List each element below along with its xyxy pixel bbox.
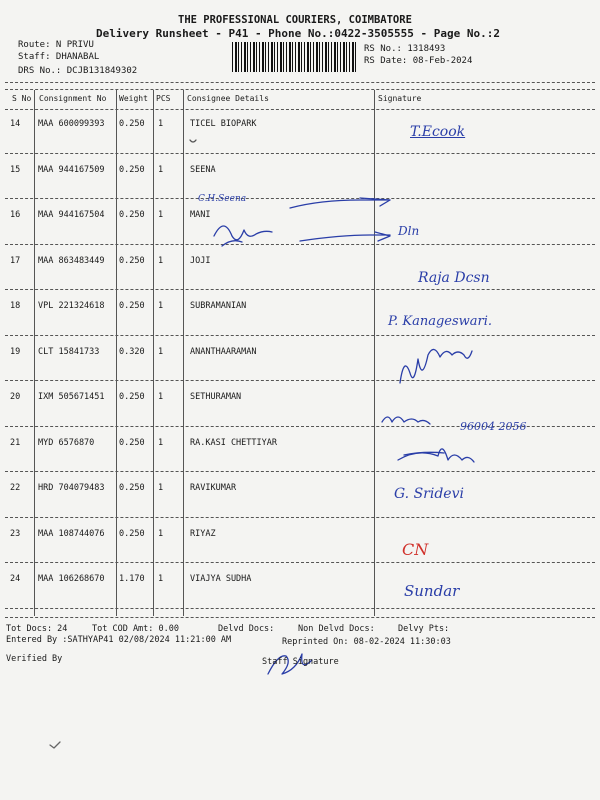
cell-consignment: MAA 863483449	[38, 255, 105, 266]
cell-weight: 0.250	[119, 119, 145, 129]
cell-sno: 22	[10, 483, 21, 493]
col-header-consignment: Consignment No	[39, 94, 107, 103]
cell-consignment: MYD 6576870	[38, 437, 95, 448]
signature-row-14: T.Ecook	[410, 124, 466, 140]
cell-consignment: MAA 944167504	[38, 210, 105, 220]
cell-consignee: MANI	[190, 210, 211, 220]
cell-weight: 0.250	[119, 528, 145, 539]
signature-row-16: Dln	[398, 224, 420, 238]
cell-weight: 0.250	[119, 301, 145, 311]
cell-pcs: 1	[158, 483, 164, 493]
cell-consignee: SEENA	[190, 164, 216, 175]
cell-sno: 16	[10, 210, 21, 220]
signature-row-17: Raja Dcsn	[418, 270, 490, 286]
cell-weight: 0.320	[119, 346, 145, 357]
col-header-consignee: Consignee Details	[187, 94, 269, 103]
verified-by: Verified By	[6, 654, 63, 664]
cell-consignment: MAA 600099393	[38, 119, 105, 129]
company-title: THE PROFESSIONAL COURIERS, COIMBATORE	[178, 14, 412, 26]
cell-pcs: 1	[158, 164, 164, 175]
cell-consignment: HRD 704079483	[38, 483, 105, 493]
cell-sno: 21	[10, 437, 21, 448]
cell-consignee: ANANTHAARAMAN	[190, 346, 257, 357]
col-header-sno: S No	[12, 94, 32, 103]
cell-consignee: JOJI	[190, 255, 211, 266]
staff-signature-label: Staff Signature	[262, 657, 339, 667]
annotation-row-16: C.H.Seena	[198, 194, 247, 204]
footer-rule	[5, 617, 595, 618]
cell-sno: 24	[10, 574, 21, 584]
cell-pcs: 1	[158, 528, 164, 539]
cell-weight: 0.250	[119, 164, 145, 175]
signature-row-23: CN	[402, 540, 429, 559]
cell-weight: 1.170	[119, 574, 145, 584]
cell-consignment: VPL 221324618	[38, 301, 105, 311]
row21-scribble	[398, 449, 474, 462]
cell-consignment: MAA 108744076	[38, 528, 105, 539]
staff-label: Staff: DHANABAL	[18, 52, 100, 62]
cell-weight: 0.250	[119, 255, 145, 266]
delvd-docs: Delvd Docs:	[218, 624, 275, 634]
delvy-pts: Delvy Pts:	[398, 624, 450, 634]
cell-pcs: 1	[158, 301, 164, 311]
signature-row-24: Sundar	[404, 582, 460, 600]
cell-consignee: TICEL BIOPARK	[190, 119, 257, 129]
cell-consignment: CLT 15841733	[38, 346, 100, 357]
cell-sno: 15	[10, 164, 21, 175]
col-header-signature: Signature	[378, 94, 422, 103]
mani-scribble	[214, 226, 272, 240]
cell-pcs: 1	[158, 119, 164, 129]
cell-pcs: 1	[158, 210, 164, 220]
rs-number: RS No.: 1318493	[364, 44, 446, 54]
cell-consignment: MAA 106268670	[38, 574, 105, 584]
cell-consignment: IXM 505671451	[38, 392, 105, 402]
cell-consignee: VIAJYA SUDHA	[190, 574, 252, 584]
cell-sno: 23	[10, 528, 21, 539]
drs-number: DRS No.: DCJB131849302	[18, 66, 138, 76]
cell-consignee: RIYAZ	[190, 528, 216, 539]
col-header-pcs: PCS	[156, 94, 171, 103]
tot-docs: Tot Docs: 24	[6, 624, 68, 634]
arrow-stroke	[290, 200, 390, 208]
cell-sno: 14	[10, 119, 21, 129]
cell-sno: 19	[10, 346, 21, 357]
runsheet-title: Delivery Runsheet - P41 - Phone No.:0422-3505555 - Page No.:2	[96, 27, 500, 40]
col-header-weight: Weight	[119, 94, 148, 103]
cell-pcs: 1	[158, 255, 164, 266]
cell-weight: 0.250	[119, 210, 145, 220]
rs-date: RS Date: 08-Feb-2024	[364, 56, 473, 66]
non-delvd-docs: Non Delvd Docs:	[298, 624, 375, 634]
cell-sno: 18	[10, 301, 21, 311]
cell-sno: 17	[10, 255, 21, 266]
tot-cod-amt: Tot COD Amt: 0.00	[92, 624, 179, 634]
cell-pcs: 1	[158, 346, 164, 357]
signature-row-18: P. Kanageswari.	[388, 314, 493, 329]
cell-weight: 0.250	[119, 483, 145, 493]
route-label: Route: N PRIVU	[18, 40, 94, 50]
cell-consignee: SUBRAMANIAN	[190, 301, 247, 311]
reprinted-on: Reprinted On: 08-02-2024 11:30:03	[282, 637, 451, 647]
cell-weight: 0.250	[119, 392, 145, 402]
row19-scribble	[400, 349, 472, 383]
cell-pcs: 1	[158, 437, 164, 448]
cell-consignee: RAVIKUMAR	[190, 483, 237, 493]
cell-pcs: 1	[158, 574, 164, 584]
cell-weight: 0.250	[119, 437, 145, 448]
signature-row-22: G. Sridevi	[394, 486, 464, 502]
cell-sno: 20	[10, 392, 21, 402]
cell-pcs: 1	[158, 392, 164, 402]
cell-consignee: SETHURAMAN	[190, 392, 242, 402]
cell-consignee: RA.KASI CHETTIYAR	[190, 437, 277, 448]
entered-by: Entered By :SATHYAP41 02/08/2024 11:21:00 AM	[6, 635, 232, 645]
cell-consignment: MAA 944167509	[38, 164, 105, 175]
signature-row-20: 96004 2056	[460, 420, 527, 433]
